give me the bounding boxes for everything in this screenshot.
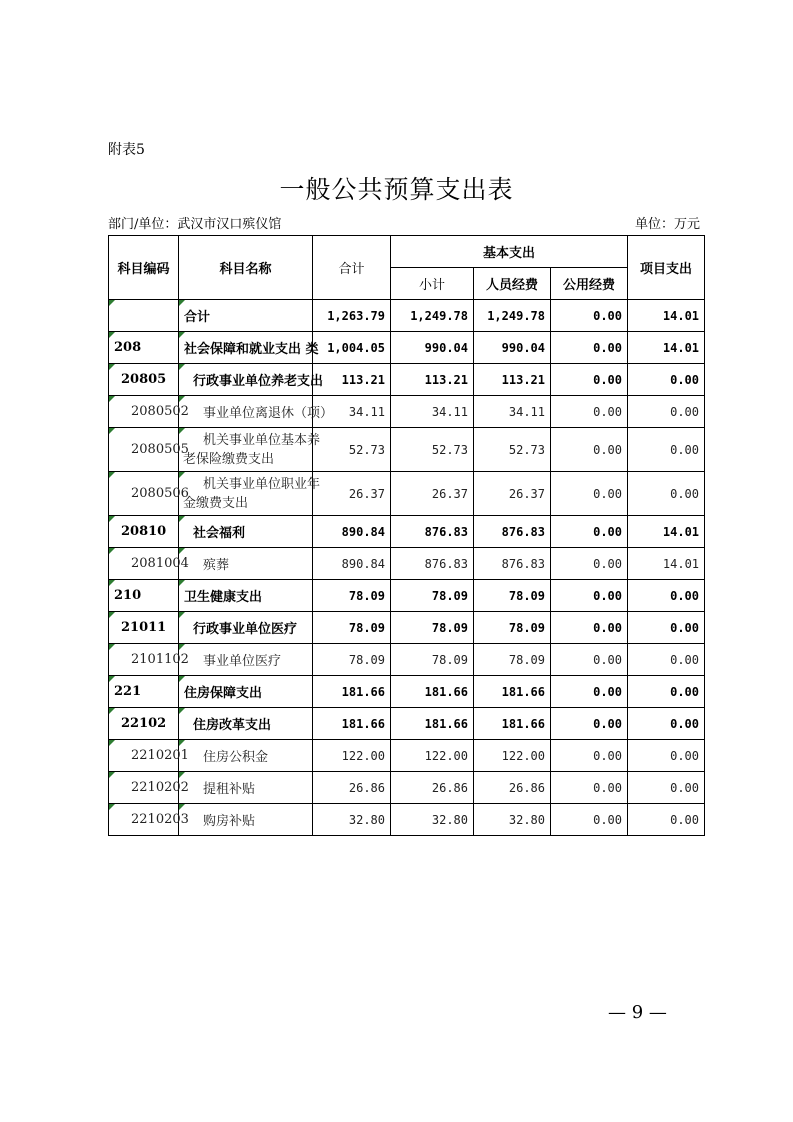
cell-total: 181.66: [313, 676, 391, 708]
cell-code: 210: [109, 580, 179, 612]
cell-name: [179, 428, 321, 472]
cell-subtotal: 78.09: [391, 612, 474, 644]
cell-personnel: 113.21: [474, 364, 551, 396]
cell-public: 0.00: [551, 740, 628, 772]
cell-subtotal: 1,249.78: [391, 300, 474, 332]
cell-name: 社会保障和就业支出 类: [179, 332, 313, 364]
unit-label: 单位：万元: [635, 217, 701, 232]
cell-subtotal: 876.83: [391, 548, 474, 580]
table-row: [109, 548, 705, 580]
header-subtotal: 小计: [391, 268, 474, 300]
cell-total: 26.37: [313, 472, 391, 516]
table-row: [109, 740, 705, 772]
cell-total: 78.09: [313, 644, 391, 676]
table-row: [109, 472, 705, 516]
table-row: [109, 428, 705, 472]
cell-public: 0.00: [551, 428, 628, 472]
cell-subtotal: 78.09: [391, 644, 474, 676]
cell-personnel: 34.11: [474, 396, 551, 428]
cell-subtotal: 26.86: [391, 772, 474, 804]
cell-project: 0.00: [628, 580, 705, 612]
table-row: [109, 396, 705, 428]
cell-public: 0.00: [551, 708, 628, 740]
cell-total: 122.00: [313, 740, 391, 772]
cell-code: 20810: [109, 516, 179, 548]
department-label: 部门/单位：武汉市汉口殡仪馆: [108, 217, 282, 232]
cell-name: 殡葬: [179, 548, 313, 580]
cell-project: 0.00: [628, 676, 705, 708]
cell-code: 208: [109, 332, 179, 364]
cell-personnel: 876.83: [474, 548, 551, 580]
cell-project: 0.00: [628, 612, 705, 644]
cell-total: 181.66: [313, 708, 391, 740]
cell-subtotal: 26.37: [391, 472, 474, 516]
cell-name-line2: 老保险缴费支出: [183, 451, 275, 467]
cell-public: 0.00: [551, 548, 628, 580]
cell-total: 52.73: [313, 428, 391, 472]
cell-code: 2080505: [109, 428, 179, 472]
header-code: 科目编码: [109, 236, 179, 300]
cell-total: 32.80: [313, 804, 391, 836]
cell-public: 0.00: [551, 472, 628, 516]
cell-total: 1,004.05: [313, 332, 391, 364]
cell-code: 2080506: [109, 472, 179, 516]
cell-subtotal: 52.73: [391, 428, 474, 472]
cell-project: 14.01: [628, 548, 705, 580]
cell-personnel: 876.83: [474, 516, 551, 548]
cell-name: 购房补贴: [179, 804, 313, 836]
header-personnel: 人员经费: [474, 268, 551, 300]
cell-personnel: 26.37: [474, 472, 551, 516]
cell-project: 14.01: [628, 300, 705, 332]
cell-name: 社会福利: [179, 516, 313, 548]
cell-public: 0.00: [551, 580, 628, 612]
cell-name: 卫生健康支出: [179, 580, 313, 612]
table-row: [109, 804, 705, 836]
cell-public: 0.00: [551, 300, 628, 332]
table-row: [109, 612, 705, 644]
cell-name: 行政事业单位养老支出: [179, 364, 313, 396]
header-public: 公用经费: [551, 268, 628, 300]
cell-project: 0.00: [628, 472, 705, 516]
cell-code: 2101102: [109, 644, 179, 676]
cell-project: 0.00: [628, 396, 705, 428]
cell-total: 890.84: [313, 516, 391, 548]
table-row: [109, 644, 705, 676]
attachment-label: 附表5: [108, 142, 145, 158]
cell-code: 2080502: [109, 396, 179, 428]
cell-public: 0.00: [551, 396, 628, 428]
cell-subtotal: 181.66: [391, 708, 474, 740]
cell-public: 0.00: [551, 644, 628, 676]
cell-public: 0.00: [551, 804, 628, 836]
cell-name-line2: 金缴费支出: [183, 495, 249, 511]
budget-table: [108, 235, 705, 836]
cell-code: 2210202: [109, 772, 179, 804]
cell-personnel: 181.66: [474, 676, 551, 708]
cell-code: 221: [109, 676, 179, 708]
cell-personnel: 122.00: [474, 740, 551, 772]
cell-personnel: 1,249.78: [474, 300, 551, 332]
cell-project: 0.00: [628, 804, 705, 836]
cell-name: 合计: [179, 300, 313, 332]
cell-code: 2210201: [109, 740, 179, 772]
cell-project: 0.00: [628, 364, 705, 396]
cell-personnel: 26.86: [474, 772, 551, 804]
cell-public: 0.00: [551, 612, 628, 644]
table-row: [109, 364, 705, 396]
cell-name: 住房公积金: [179, 740, 313, 772]
cell-name: 住房保障支出: [179, 676, 313, 708]
table-row: [109, 580, 705, 612]
cell-total: 113.21: [313, 364, 391, 396]
cell-public: 0.00: [551, 516, 628, 548]
cell-project: 0.00: [628, 740, 705, 772]
cell-project: 14.01: [628, 332, 705, 364]
cell-subtotal: 78.09: [391, 580, 474, 612]
cell-project: 0.00: [628, 772, 705, 804]
table-row: [109, 332, 705, 364]
table-row: [109, 772, 705, 804]
page-title: 一般公共预算支出表: [279, 175, 514, 204]
cell-project: 0.00: [628, 644, 705, 676]
cell-name: 住房改革支出: [179, 708, 313, 740]
header-basic: 基本支出: [391, 236, 628, 268]
cell-subtotal: 34.11: [391, 396, 474, 428]
cell-total: 34.11: [313, 396, 391, 428]
cell-total: 78.09: [313, 612, 391, 644]
cell-code: 22102: [109, 708, 179, 740]
cell-code: 2081004: [109, 548, 179, 580]
cell-code: 20805: [109, 364, 179, 396]
cell-subtotal: 113.21: [391, 364, 474, 396]
cell-subtotal: 990.04: [391, 332, 474, 364]
cell-subtotal: 32.80: [391, 804, 474, 836]
cell-name: 提租补贴: [179, 772, 313, 804]
header-project: 项目支出: [628, 236, 705, 300]
cell-personnel: 78.09: [474, 580, 551, 612]
cell-personnel: 990.04: [474, 332, 551, 364]
cell-total: 1,263.79: [313, 300, 391, 332]
cell-code: 21011: [109, 612, 179, 644]
cell-project: 0.00: [628, 708, 705, 740]
cell-personnel: 78.09: [474, 644, 551, 676]
cell-project: 0.00: [628, 428, 705, 472]
cell-personnel: 32.80: [474, 804, 551, 836]
cell-personnel: 78.09: [474, 612, 551, 644]
cell-personnel: 181.66: [474, 708, 551, 740]
page-number: — 9 —: [608, 1002, 667, 1023]
cell-name: 事业单位医疗: [179, 644, 313, 676]
cell-total: 26.86: [313, 772, 391, 804]
cell-subtotal: 122.00: [391, 740, 474, 772]
table-row: [109, 676, 705, 708]
cell-public: 0.00: [551, 332, 628, 364]
cell-code: [109, 300, 179, 332]
cell-name-line1: 机关事业单位职业年: [203, 476, 321, 492]
cell-name: 行政事业单位医疗: [179, 612, 313, 644]
cell-personnel: 52.73: [474, 428, 551, 472]
cell-public: 0.00: [551, 772, 628, 804]
table-row: [109, 300, 705, 332]
header-total: 合计: [313, 236, 391, 300]
cell-name: 事业单位离退休（项）: [179, 396, 313, 428]
table-row: [109, 708, 705, 740]
cell-public: 0.00: [551, 364, 628, 396]
cell-subtotal: 181.66: [391, 676, 474, 708]
cell-subtotal: 876.83: [391, 516, 474, 548]
cell-code: 2210203: [109, 804, 179, 836]
cell-public: 0.00: [551, 676, 628, 708]
cell-name: [179, 472, 321, 516]
table-row: [109, 516, 705, 548]
cell-total: 890.84: [313, 548, 391, 580]
cell-name-line1: 机关事业单位基本养: [203, 432, 321, 448]
header-name: 科目名称: [179, 236, 313, 300]
cell-total: 78.09: [313, 580, 391, 612]
cell-project: 14.01: [628, 516, 705, 548]
